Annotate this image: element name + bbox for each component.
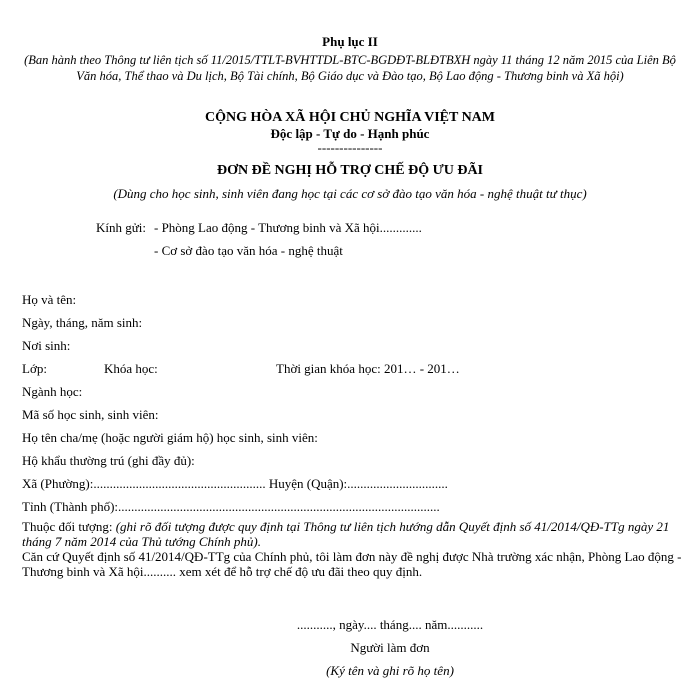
recipient-row xyxy=(96,220,656,243)
subject-paragraph xyxy=(22,519,682,549)
recipient-item: - Cơ sở đào tạo văn hóa - nghệ thuật xyxy=(154,243,343,258)
issued-note: (Ban hành theo Thông tư liên tịch số 11/2015/TTLT-BVHTTDL-BTC-BGDĐT-BLĐTBXH ngày 11 tháng 12 năm 2015 của Liên Bộ Văn hóa, Thể thao và Du lịch, Bộ Tài chính, Bộ Giáo dục và Đào tạo, Bộ Lao động - Thương binh và Xã hội) xyxy=(24,53,676,83)
field-parent: Họ tên cha/mẹ (hoặc người giám hộ) học sinh, sinh viên: xyxy=(22,430,318,445)
recipients-label: Kính gửi: xyxy=(96,220,147,235)
date-line: ..........., ngày.... tháng.... năm........... xyxy=(296,617,484,632)
field-major: Ngành học: xyxy=(22,384,83,399)
national-title: CỘNG HÒA XÃ HỘI CHỦ NGHĨA VIỆT NAM xyxy=(204,110,495,125)
recipient-row xyxy=(96,243,656,266)
usage-note: (Dùng cho học sinh, sinh viên đang học tại các cơ sở đào tạo văn hóa - nghệ thuật tư thục) xyxy=(113,186,587,201)
recipient-item: - Phòng Lao động - Thương binh và Xã hội............. xyxy=(154,220,422,235)
request-paragraph: Căn cứ Quyết định số 41/2014/QĐ-TTg của Chính phủ, tôi làm đơn này đề nghị được Nhà trường xác nhận, Phòng Lao động - Thương binh và Xã hội.......... xem xét để hỗ trợ chế độ ưu đãi theo quy định. xyxy=(22,549,682,579)
statement-block xyxy=(22,519,682,579)
recipients-block xyxy=(96,220,656,266)
field-birthplace: Nơi sinh: xyxy=(22,338,71,353)
field-full-name: Họ và tên: xyxy=(22,292,77,307)
applicant-fields xyxy=(22,292,682,522)
signer-role: Người làm đơn xyxy=(350,640,430,655)
signature-instruction: (Ký tên và ghi rõ họ tên) xyxy=(326,663,454,678)
field-course: Khóa học: xyxy=(104,361,158,376)
subject-label: Thuộc đối tượng: xyxy=(22,519,116,534)
field-province: Tỉnh (Thành phố):................................................................................................... xyxy=(22,499,440,514)
national-motto: Độc lập - Tự do - Hạnh phúc xyxy=(270,126,430,141)
field-student-id: Mã số học sinh, sinh viên: xyxy=(22,407,159,422)
form-title: ĐƠN ĐỀ NGHỊ HỖ TRỢ CHẾ ĐỘ ƯU ĐÃI xyxy=(216,163,484,178)
field-course-time: Thời gian khóa học: 201… - 201… xyxy=(276,361,460,376)
subject-note: (ghi rõ đối tượng được quy định tại Thông tư liên tịch hướng dẫn Quyết định số 41/2014/QĐ-TTg ngày 21 tháng 7 năm 2014 của Thủ tướng Chính phủ). xyxy=(22,519,670,549)
appendix-title: Phụ lục II xyxy=(322,34,378,49)
signature-block xyxy=(230,617,550,686)
field-dob: Ngày, tháng, năm sinh: xyxy=(22,315,143,330)
separator: --------------- xyxy=(317,140,383,155)
field-residence: Hộ khẩu thường trú (ghi đầy đủ): xyxy=(22,453,195,468)
field-class: Lớp: xyxy=(22,361,47,376)
field-class-row xyxy=(22,361,682,384)
field-commune-district: Xã (Phường):..................................................... Huyện (Quận):............................... xyxy=(22,476,448,491)
